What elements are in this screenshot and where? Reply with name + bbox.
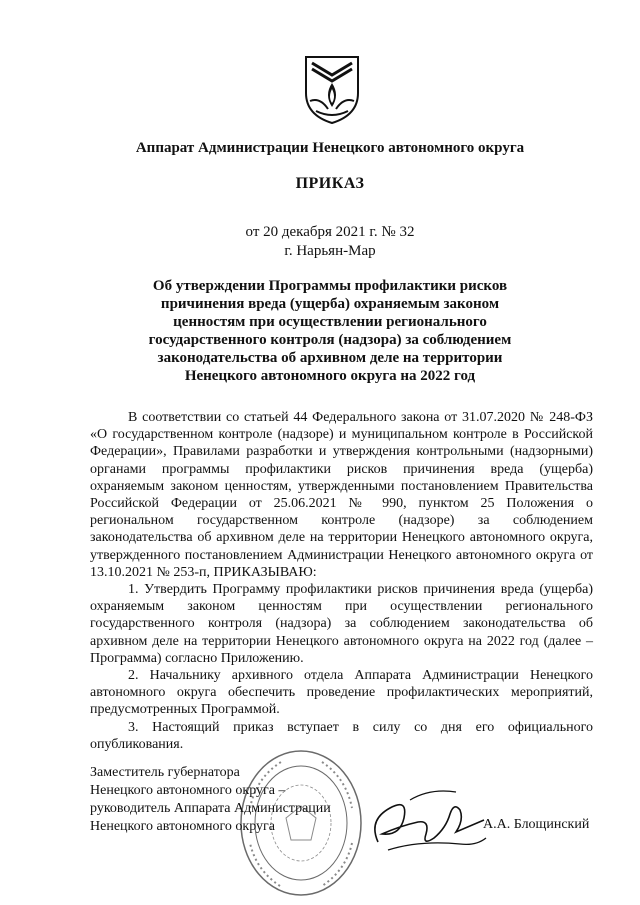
document-type: ПРИКАЗ <box>295 175 365 192</box>
document-city: г. Нарьян-Мар <box>284 243 376 259</box>
order-item-1: 1. Утвердить Программу профилактики рисков причинения вреда (ущерба) охраняемым законом ценностям при осуществлении регионального государственного контроля (надзора) за соблюдением законодательства об архивном деле на территории Ненецкого автономного округа на 2022 год (далее – Программа) согласно Приложению. <box>90 582 593 666</box>
order-item-2: 2. Начальнику архивного отдела Аппарата Администрации Ненецкого автономного округа обеспечить проведение профилактических мероприятий, предусмотренных Программой. <box>90 668 593 718</box>
coat-of-arms-icon <box>302 53 362 125</box>
preamble-paragraph: В соответствии со статьей 44 Федерального закона от 31.07.2020 № 248-ФЗ «О государственном контроле (надзоре) и муниципальном контроле в Российской Федерации», Правилами разработки и утверждения контрольными (надзорными) органами программы профилактики рисков причинения вреда (ущерба) охраняемым законом ценностям, утвержденными постановлением Правительства Российской Федерации от 25.06.2021 № 990, пунктом 25 Положения о региональном государственном контроле (надзоре) за соблюдением законодательства об архивном деле на территории Ненецкого автономного округа, утвержденного постановлением Администрации Ненецкого автономного округа от 13.10.2021 № 253-п, ПРИКАЗЫВАЮ: <box>90 410 593 580</box>
handwritten-signature <box>360 780 490 865</box>
signatory-line-1: Заместитель губернатора <box>90 765 240 780</box>
document-title: Об утверждении Программы профилактики рисков причинения вреда (ущерба) охраняемым законом ценностям при осуществлении регионального государственного контроля (надзора) за соблюдением законодательства об архивном деле на территории Ненецкого автономного округа на 2022 год <box>148 278 512 384</box>
signatory-position <box>90 764 331 836</box>
organization-name: Аппарат Администрации Ненецкого автономного округа <box>135 140 525 156</box>
order-item-3: 3. Настоящий приказ вступает в силу со дня его официального опубликования. <box>90 719 593 752</box>
signatory-line-2: Ненецкого автономного округа – <box>90 783 286 798</box>
document-body <box>90 409 593 753</box>
signatory-line-4: Ненецкого автономного округа <box>90 819 275 834</box>
signatory-line-3: руководитель Аппарата Администрации <box>90 801 331 816</box>
signatory-name: А.А. Блощинский <box>483 817 590 832</box>
document-date-number: от 20 декабря 2021 г. № 32 <box>245 224 415 240</box>
